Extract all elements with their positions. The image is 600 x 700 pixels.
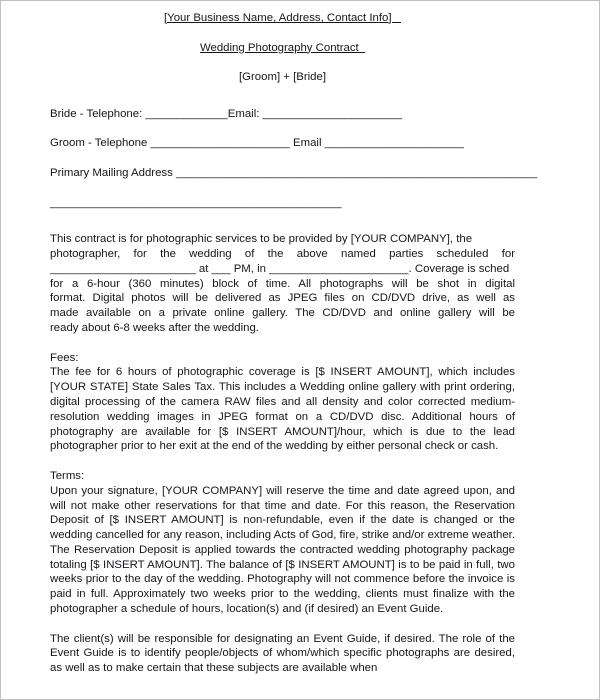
bride-contact-field[interactable]: Bride - Telephone: _____________Email: ______________________: [50, 107, 402, 120]
document-title: [50, 41, 515, 56]
business-header-line: [50, 11, 515, 26]
document-title-text: Wedding Photography Contract: [199, 41, 366, 54]
contract-line-5: format. Digital photos will be delivered as JPEG files on CD/DVD drive, as well as: [50, 292, 515, 305]
mailing-address-field[interactable]: [50, 166, 538, 181]
contract-line-3-with-blanks[interactable]: _______________________ at ___ PM, in ______________________. Coverage is sched: [50, 262, 510, 275]
contract-line-4: for a 6-hour (360 minutes) block of time. All photographs will be shot in digital: [50, 277, 515, 290]
header-spacer-4: [50, 100, 515, 107]
section-spacer-2: [50, 454, 515, 469]
contract-line-1: This contract is for photographic services to be provided by [YOUR COMPANY], the: [50, 233, 473, 246]
header-spacer-1: [50, 26, 515, 41]
field-spacer-4: [50, 210, 515, 225]
fees-heading: Fees:: [50, 351, 79, 364]
header-spacer-3: [50, 85, 515, 100]
mailing-address-rule-2[interactable]: ______________________________________________: [50, 196, 342, 209]
field-spacer-5: [50, 225, 515, 232]
header-spacer-2: [50, 55, 515, 70]
couple-names: [Groom] + [Bride]: [238, 71, 327, 84]
contract-scope-paragraph: [50, 232, 515, 336]
groom-contact-field[interactable]: Groom - Telephone ______________________ Email ______________________: [50, 137, 465, 150]
field-spacer-1: [50, 122, 515, 137]
mailing-address-rule-1[interactable]: _________________________________________________________: [175, 166, 538, 179]
business-info-placeholder: [Your Business Name, Address, Contact Info]: [163, 12, 401, 24]
section-spacer-3: [50, 617, 515, 632]
contract-line-7: ready about 6-8 weeks after the wedding.: [50, 321, 259, 334]
field-spacer-2: [50, 151, 515, 166]
mailing-address-label: Primary Mailing Address: [50, 166, 176, 179]
terms-paragraph-2: The client(s) will be responsible for designating an Event Guide, if desired. The role of the Event Guide is to identify people/objects of whom/which specific photographs are desired, as well as to make certain that these subjects are available when: [50, 632, 515, 675]
terms-heading: Terms:: [50, 469, 85, 482]
contract-line-6: made available on a private online gallery. The CD/DVD and online gallery will be: [50, 307, 515, 320]
document-body: [50, 11, 538, 676]
section-spacer-1: [50, 336, 515, 351]
field-spacer-3: [50, 181, 515, 196]
terms-paragraph-1: Upon your signature, [YOUR COMPANY] will reserve the time and date agreed upon, and will not make other reservations for that time and date. For this reason, the Reservation Deposit of [$ INSERT AMOUNT] is non-refundable, even if the date is changed or the wedding cancelled for any reason, including Acts of God, fire, strike and/or extreme weather. The Reservation Deposit is applied towards the contracted wedding photography package totaling [$ INSERT AMOUNT]. The balance of [$ INSERT AMOUNT] is to be paid in full, two weeks prior to the day of the wedding. Photography will not commence before the invoice is paid in full. Approximately two weeks prior to the wedding, clients must finalize with the photographer a schedule of hours, location(s) and (if desired) an Event Guide.: [50, 484, 515, 616]
contract-line-2: photographer, for the wedding of the above named parties scheduled for: [50, 247, 515, 260]
fees-paragraph: The fee for 6 hours of photographic coverage is [$ INSERT AMOUNT], which includes [YOUR STATE] State Sales Tax. This includes a Wedding online gallery with print ordering, digital processing of the camera RAW files and all density and color corrected medium-resolution wedding images in JPEG format on a CD/DVD disc. Additional hours of photography are available for [$ INSERT AMOUNT]/hour, which is due to the lead photographer prior to her exit at the end of the wedding by either personal check or cash.: [50, 366, 515, 453]
